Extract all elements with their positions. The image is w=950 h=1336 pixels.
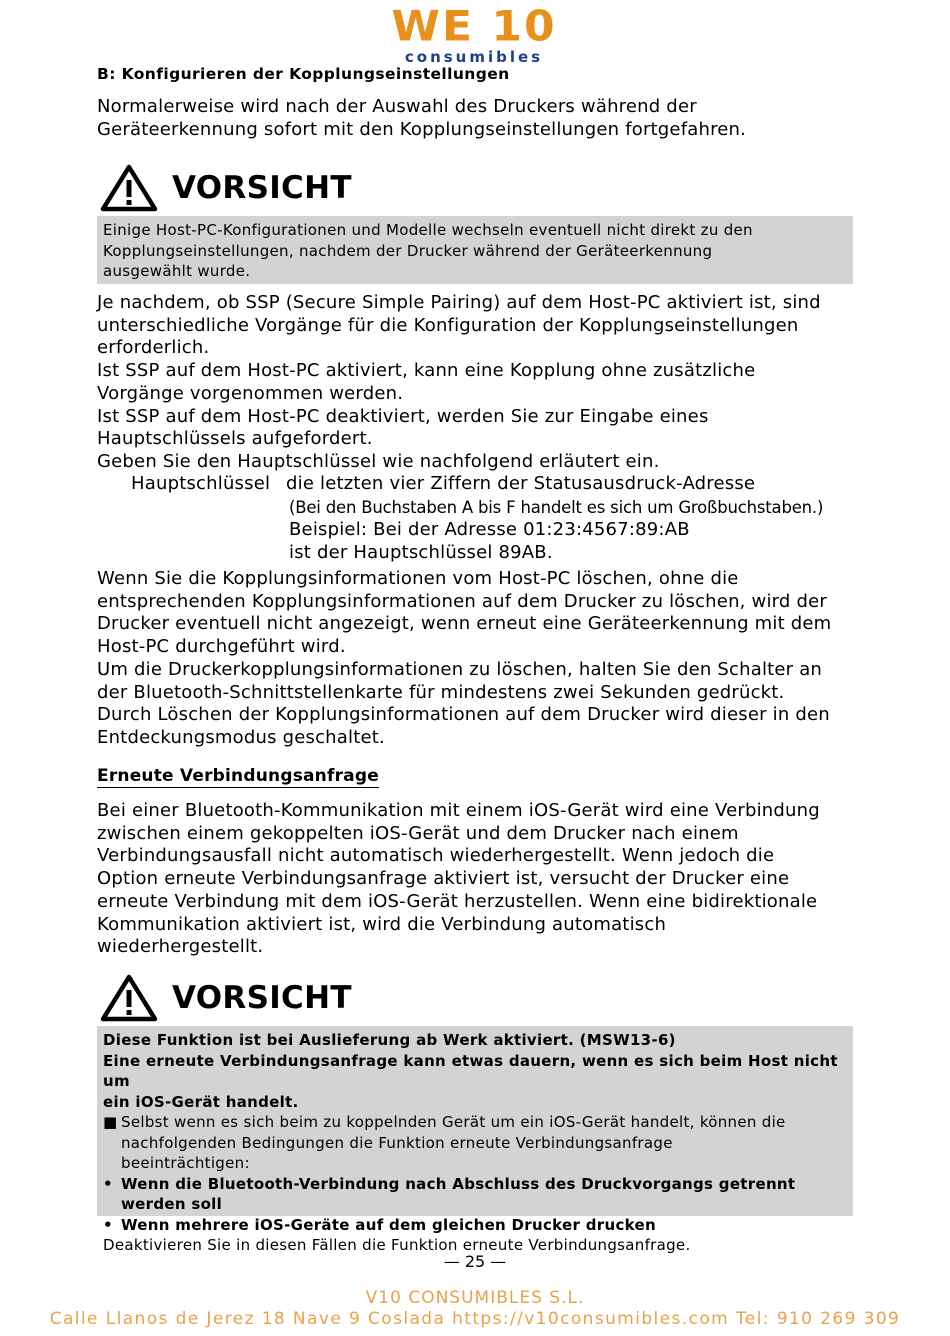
dot-bullet-icon: • <box>103 1174 113 1193</box>
text-line: Vorgänge vorgenommen werden. <box>97 382 404 404</box>
pairing-info-paragraph <box>97 568 877 750</box>
intro-paragraph <box>97 96 877 141</box>
logo-wordmark: WE 10 <box>391 2 557 51</box>
key-example-result: ist der Hauptschlüssel 89AB. <box>289 542 553 563</box>
dot-bullet-icon: • <box>103 1215 113 1234</box>
section-heading: B: Konfigurieren der Kopplungseinstellungen <box>97 65 510 83</box>
text-line: erforderlich. <box>97 337 210 359</box>
text-line: unterschiedliche Vorgänge für die Konfiguration der Kopplungseinstellungen <box>97 314 799 336</box>
key-example: Beispiel: Bei der Adresse 01:23:4567:89:AB <box>289 519 690 540</box>
text-line: Bei einer Bluetooth-Kommunikation mit einem iOS-Gerät wird eine Verbindung <box>97 800 820 821</box>
text-line: Geräteerkennung sofort mit den Kopplungseinstellungen fortgefahren. <box>97 118 747 140</box>
caution-box <box>97 1026 853 1254</box>
text-line: Host-PC durchgeführt wird. <box>97 636 346 658</box>
footer-address: Calle Llanos de Jerez 18 Nave 9 Coslada https://v10consumibles.com Tel: 910 269 309 <box>49 1309 901 1329</box>
key-label: Hauptschlüssel <box>131 473 271 494</box>
text-line: wiederhergestellt. <box>97 936 264 958</box>
text-line: Ist SSP auf dem Host-PC deaktiviert, werden Sie zur Eingabe eines <box>97 405 709 427</box>
key-note: (Bei den Buchstaben A bis F handelt es sich um Großbuchstaben.) <box>289 498 824 517</box>
text-line: zwischen einem gekoppelten iOS-Gerät und dem Drucker nach einem <box>97 822 739 844</box>
footer-company: V10 CONSUMIBLES S.L. <box>365 1288 585 1308</box>
text-line: Ist SSP auf dem Host-PC aktiviert, kann eine Kopplung ohne zusätzliche <box>97 360 756 382</box>
text-line: Um die Druckerkopplungsinformationen zu löschen, halten Sie den Schalter an <box>97 658 823 680</box>
list-item <box>103 1112 847 1174</box>
logo-subtitle: consumibles <box>404 48 544 66</box>
text-line: Entdeckungsmodus geschaltet. <box>97 726 385 748</box>
text-line: Kommunikation aktiviert ist, wird die Verbindung automatisch <box>97 913 667 935</box>
brand-logo <box>388 4 560 66</box>
list-item <box>103 1215 847 1236</box>
text-line: Diese Funktion ist bei Auslieferung ab Werk aktiviert. (MSW13-6) <box>103 1031 676 1049</box>
caution-title: VORSICHT <box>172 170 352 206</box>
text-line: Verbindungsausfall nicht automatisch wiederhergestellt. Wenn jedoch die <box>97 845 775 867</box>
text-line: Option erneute Verbindungsanfrage aktiviert ist, versucht der Drucker eine <box>97 868 790 890</box>
square-bullet-icon: ■ <box>103 1113 118 1131</box>
text-line: nachfolgenden Bedingungen die Funktion erneute Verbindungsanfrage <box>121 1133 673 1152</box>
text-line: ausgewählt wurde. <box>103 262 251 280</box>
text-line: Deaktivieren Sie in diesen Fällen die Funktion erneute Verbindungsanfrage. <box>103 1236 691 1254</box>
text-line: Drucker eventuell nicht angezeigt, wenn erneut eine Geräteerkennung mit dem <box>97 613 832 635</box>
warning-triangle-icon <box>100 974 158 1022</box>
text-line: Eine erneute Verbindungsanfrage kann etwas dauern, wenn es sich beim Host nicht um <box>103 1051 838 1090</box>
text-line: Geben Sie den Hauptschlüssel wie nachfolgend erläutert ein. <box>97 450 660 472</box>
text-line: Kopplungseinstellungen, nachdem der Drucker während der Geräteerkennung <box>103 241 713 260</box>
list-item <box>103 1174 847 1215</box>
text-line: Normalerweise wird nach der Auswahl des Druckers während der <box>97 96 697 117</box>
text-line: Selbst wenn es sich beim zu koppelnden Gerät um ein iOS-Gerät handelt, können die <box>121 1113 786 1131</box>
text-line: beeinträchtigen: <box>121 1154 250 1172</box>
text-line: ein iOS-Gerät handelt. <box>103 1092 299 1111</box>
text-line: Hauptschlüssels aufgefordert. <box>97 428 373 450</box>
page-number: — 25 — <box>443 1252 507 1271</box>
caution-box <box>97 216 853 284</box>
text-line: Wenn die Bluetooth-Verbindung nach Abschluss des Druckvorgangs getrennt werden soll <box>121 1174 796 1213</box>
warning-triangle-icon <box>100 164 158 212</box>
subsection-heading: Erneute Verbindungsanfrage <box>97 766 379 786</box>
key-description: die letzten vier Ziffern der Statusausdruck-Adresse <box>286 473 756 494</box>
caution-header <box>100 974 500 1026</box>
text-line: Je nachdem, ob SSP (Secure Simple Pairing) auf dem Host-PC aktiviert ist, sind <box>97 292 821 313</box>
text-line: Wenn mehrere iOS-Geräte auf dem gleichen Drucker drucken <box>121 1215 656 1234</box>
text-line: Einige Host-PC-Konfigurationen und Modelle wechseln eventuell nicht direkt zu den <box>103 221 753 239</box>
caution-header <box>100 164 500 216</box>
ssp-paragraph <box>97 292 877 474</box>
text-line: der Bluetooth-Schnittstellenkarte für mindestens zwei Sekunden gedrückt. <box>97 681 785 703</box>
reconnect-paragraph <box>97 800 877 959</box>
text-line: Wenn Sie die Kopplungsinformationen vom Host-PC löschen, ohne die <box>97 568 739 589</box>
text-line: entsprechenden Kopplungsinformationen auf dem Drucker zu löschen, wird der <box>97 590 827 612</box>
caution-title: VORSICHT <box>172 980 352 1016</box>
text-line: Durch Löschen der Kopplungsinformationen auf dem Drucker wird dieser in den <box>97 704 830 726</box>
text-line: erneute Verbindung mit dem iOS-Gerät herzustellen. Wenn eine bidirektionale <box>97 890 818 912</box>
